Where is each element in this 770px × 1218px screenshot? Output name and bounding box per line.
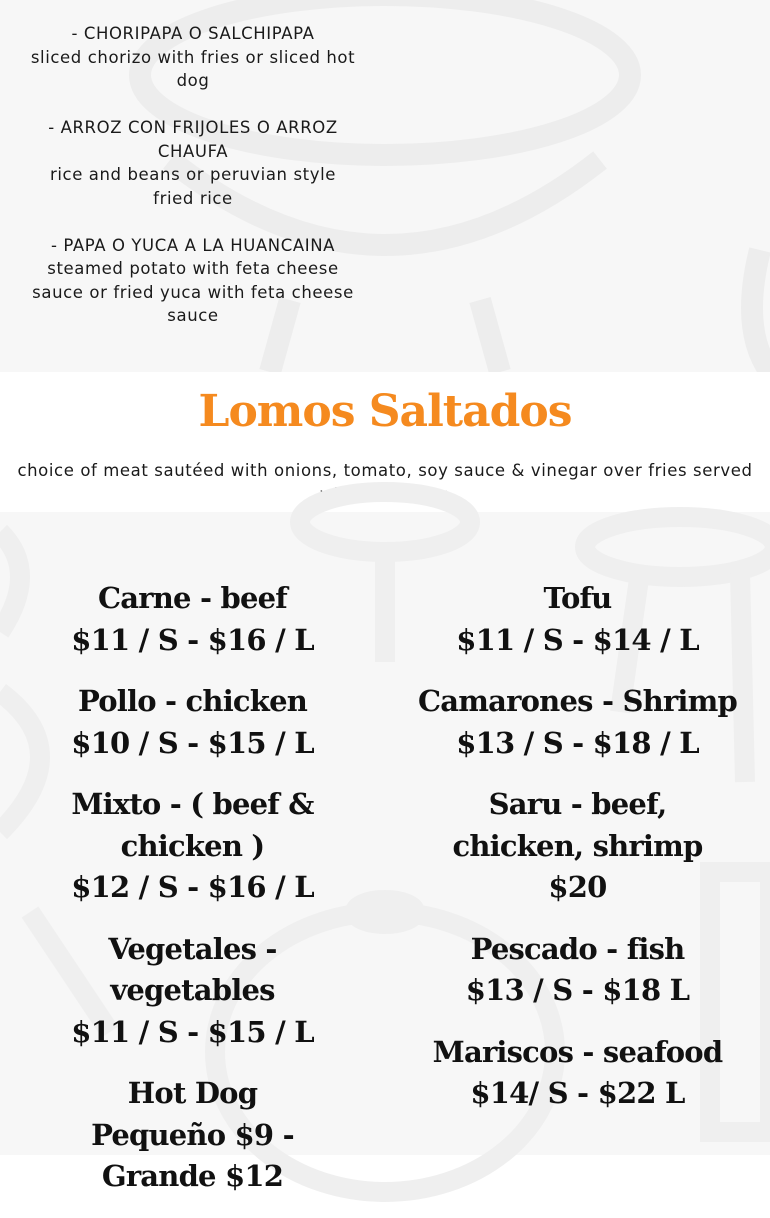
side-item-description: sliced chorizo with fries or sliced hot dog [30,47,356,90]
side-item [28,22,358,93]
section-description: choice of meat sautéed with onions, tomato, soy sauce & vinegar over fries served with white rice [17,461,753,504]
menu-item [428,784,728,909]
menu-item-price: $13 / S - $18 L [465,973,690,1007]
menu-item-price: $14/ S - $22 L [470,1076,685,1110]
side-item-description: rice and beans or peruvian style fried rice [49,165,337,208]
lomos-menu-section [0,512,770,1193]
section-title: Lomos Saltados [198,386,572,437]
menu-item [43,1073,343,1198]
side-item-name: - PAPA O YUCA A LA HUANCAINA [50,235,336,255]
menu-column-left [0,578,385,1218]
menu-item [33,681,353,764]
menu-item-name: Pollo - chicken [77,684,308,718]
menu-item [418,1032,738,1115]
menu-item-name: Vegetales - vegetables [108,931,277,1007]
menu-item [398,681,758,764]
menu-item-name: Hot Dog [127,1076,258,1110]
menu-item-name: Camarones - Shrimp [418,684,737,718]
menu-item-name: Carne - beef [98,581,287,615]
menu-item [418,578,738,661]
menu-item [418,929,738,1012]
side-item-description: steamed potato with feta cheese sauce or fried yuca with feta cheese sauce [32,259,354,325]
side-item [28,116,358,210]
menu-item-name: Tofu [543,581,612,615]
menu-item-price: $20 [548,870,607,904]
menu-item-price: Pequeño $9 - Grande $12 [91,1117,294,1193]
sides-section [0,0,770,372]
menu-item [33,578,353,661]
menu-item-price: $11 / S - $14 / L [456,622,699,657]
menu-item-price: $10 / S - $15 / L [71,725,314,760]
side-item-name: - CHORIPAPA O SALCHIPAPA [71,24,315,43]
menu-item-price: $11 / S - $15 / L [71,1014,314,1049]
sides-list [28,22,358,328]
menu-item-price: $11 / S - $16 / L [71,622,314,657]
menu-item-name: Mixto - ( beef & chicken ) [71,787,314,863]
side-item [28,234,358,328]
menu-item-name: Saru - beef, chicken, shrimp [452,787,703,863]
menu-column-right [385,578,770,1135]
menu-item-name: Mariscos - seafood [432,1034,723,1069]
menu-item-name: Pescado - fish [470,931,685,966]
menu-item [68,784,318,909]
lomos-heading-section [0,372,770,512]
menu-item [23,929,363,1054]
side-item-name: - ARROZ CON FRIJOLES O ARROZ CHAUFA [48,118,338,161]
menu-item-price: $12 / S - $16 / L [71,870,314,904]
menu-item-price: $13 / S - $18 / L [456,725,699,760]
